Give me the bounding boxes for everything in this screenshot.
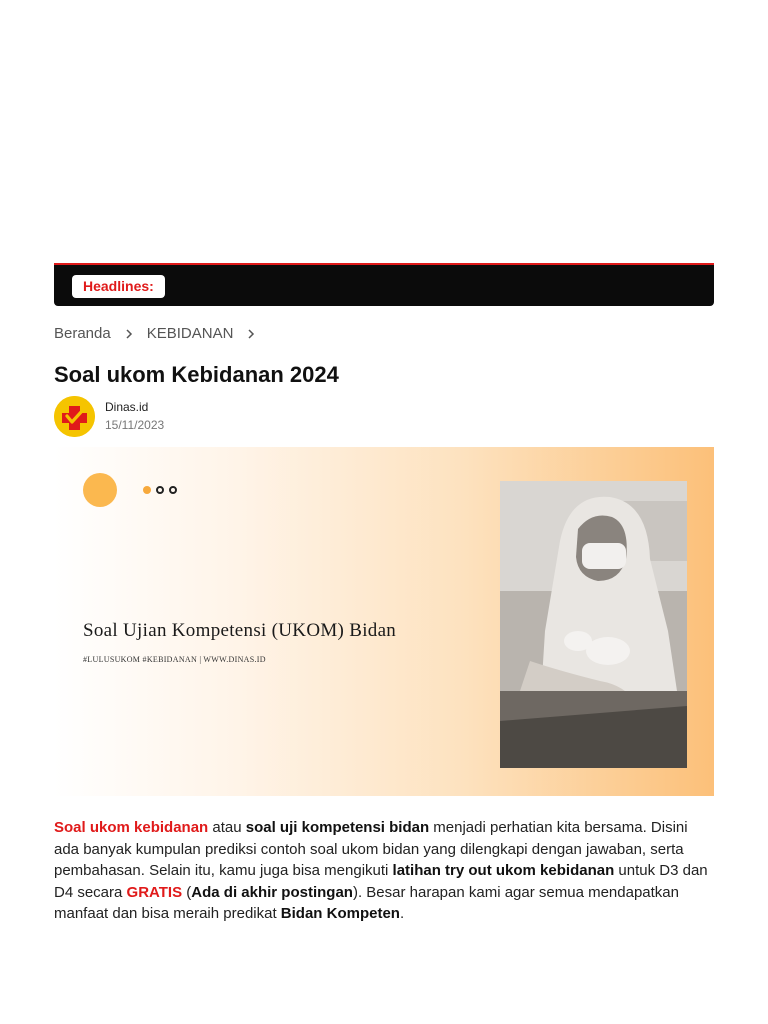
author-name[interactable]: Dinas.id bbox=[105, 400, 149, 414]
hero-title: Soal Ujian Kompetensi (UKOM) Bidan bbox=[83, 620, 397, 641]
decorative-dots bbox=[143, 486, 177, 494]
hero-subtitle: #LULUSUKOM #KEBIDANAN | WWW.DINAS.ID bbox=[83, 655, 266, 664]
author-block bbox=[54, 396, 164, 437]
midwife-photo-icon bbox=[500, 481, 687, 768]
headline-bar bbox=[54, 263, 714, 306]
intro-paragraph: Soal ukom kebidanan atau soal uji kompetensi bidan menjadi perhatian kita bersama. Disini ada banyak kumpulan prediksi contoh soal ukom bidan yang dilengkapi dengan jawaban, serta pembahasan. Selain itu, kamu juga bisa mengikuti latihan try out ukom kebidanan untuk D3 dan D4 secara GRATIS (Ada di akhir postingan). Besar harapan kami agar semua mendapatkan manfaat dan bisa meraih predikat Bidan Kompeten. bbox=[54, 819, 708, 922]
free-badge-text: GRATIS bbox=[126, 883, 183, 901]
hero-photo bbox=[500, 481, 687, 768]
breadcrumb bbox=[54, 325, 269, 342]
chevron-right-icon bbox=[123, 328, 135, 340]
page-title: Soal ukom Kebidanan 2024 bbox=[54, 362, 339, 387]
headline-label: Headlines: bbox=[72, 275, 165, 298]
article-body bbox=[54, 817, 714, 925]
keyword-link-soal-ukom[interactable]: Soal ukom kebidanan bbox=[54, 819, 209, 836]
decorative-circle bbox=[83, 473, 117, 507]
dot-icon bbox=[169, 486, 177, 494]
breadcrumb-home-link[interactable]: Beranda bbox=[54, 325, 111, 342]
avatar[interactable] bbox=[54, 396, 95, 437]
hero-banner bbox=[54, 447, 714, 796]
dot-icon bbox=[156, 486, 164, 494]
breadcrumb-category-link[interactable]: KEBIDANAN bbox=[146, 325, 234, 342]
dot-icon bbox=[143, 486, 151, 494]
post-date: 15/11/2023 bbox=[105, 418, 165, 432]
cross-heart-logo-icon bbox=[54, 396, 95, 437]
chevron-right-icon bbox=[245, 328, 257, 340]
